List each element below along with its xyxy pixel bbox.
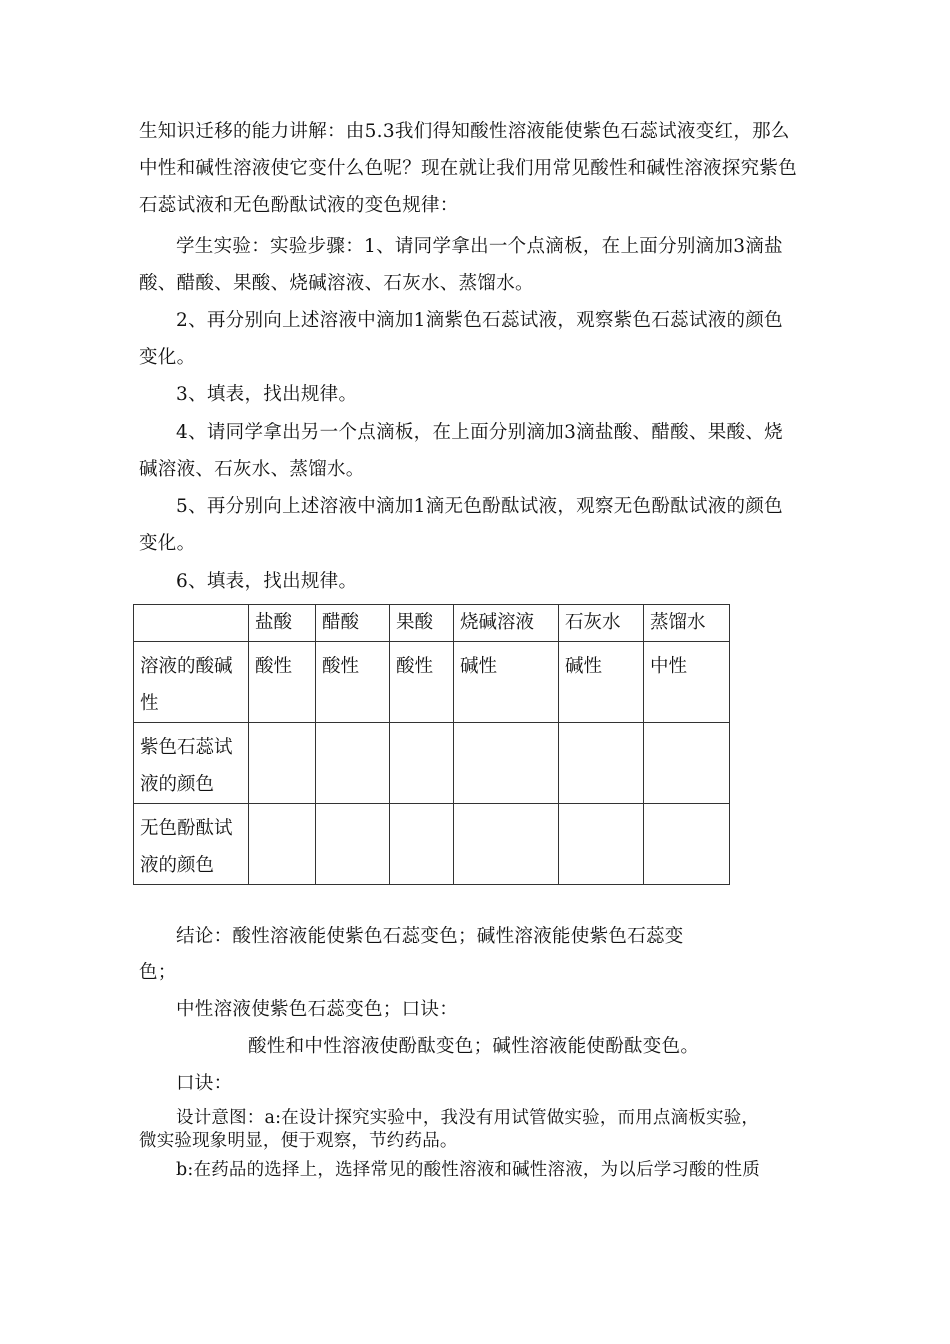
paragraph-line: 结论：酸性溶液能使紫色石蕊变色；碱性溶液能使紫色石蕊变: [176, 926, 684, 947]
table-cell: [454, 804, 559, 885]
indicator-table: [133, 604, 730, 885]
table-cell: [134, 605, 249, 642]
table-row: [134, 723, 730, 804]
paragraph-line: 酸性和中性溶液使酚酞变色；碱性溶液能使酚酞变色。: [248, 1036, 700, 1057]
table-cell: 蒸馏水: [644, 605, 730, 642]
paragraph-line: 色；: [139, 962, 177, 983]
paragraph-line: 6、填表，找出规律。: [176, 571, 358, 592]
table-cell: 中性: [644, 642, 730, 723]
table-cell: 酸性: [390, 642, 454, 723]
table-cell: [644, 723, 730, 804]
table-row-label: 溶液的酸碱 性: [134, 642, 249, 723]
table-cell: 烧碱溶液: [454, 605, 559, 642]
table-cell: 果酸: [390, 605, 454, 642]
paragraph-line: 酸、醋酸、果酸、烧碱溶液、石灰水、蒸馏水。: [139, 273, 534, 294]
table-cell: [390, 804, 454, 885]
paragraph-line: 碱溶液、石灰水、蒸馏水。: [139, 459, 365, 480]
table-row: [134, 804, 730, 885]
table-cell: 酸性: [316, 642, 390, 723]
table-cell: 醋酸: [316, 605, 390, 642]
table-cell: [559, 804, 644, 885]
table-cell: [390, 723, 454, 804]
table-cell: [316, 723, 390, 804]
table-cell: [454, 723, 559, 804]
paragraph-line: 变化。: [139, 347, 196, 368]
paragraph-line: 学生实验：实验步骤：1、请同学拿出一个点滴板，在上面分别滴加3滴盐: [176, 236, 783, 257]
table-cell: [316, 804, 390, 885]
paragraph-line: 口诀：: [176, 1073, 233, 1094]
table-row-label: 紫色石蕊试 液的颜色: [134, 723, 249, 804]
table-cell: 酸性: [249, 642, 316, 723]
paragraph-line: 中性和碱性溶液使它变什么色呢？现在就让我们用常见酸性和碱性溶液探究紫色: [139, 158, 798, 179]
paragraph-line: 中性溶液使紫色石蕊变色；口诀：: [176, 999, 459, 1020]
table-cell: [249, 723, 316, 804]
paragraph-line: 2、再分别向上述溶液中滴加1滴紫色石蕊试液，观察紫色石蕊试液的颜色: [176, 310, 783, 331]
table-cell: 盐酸: [249, 605, 316, 642]
paragraph-line: 3、填表，找出规律。: [176, 384, 358, 405]
table-cell: [559, 723, 644, 804]
paragraph-line: 设计意图：a:在设计探究实验中，我没有用试管做实验，而用点滴板实验，: [176, 1108, 760, 1128]
paragraph-line: 4、请同学拿出另一个点滴板，在上面分别滴加3滴盐酸、醋酸、果酸、烧: [176, 422, 783, 443]
paragraph-line: 微实验现象明显，便于观察，节约药品。: [139, 1131, 458, 1151]
paragraph-line: 生知识迁移的能力讲解：由5.3我们得知酸性溶液能使紫色石蕊试液变红，那么: [139, 121, 790, 142]
table-cell: [644, 804, 730, 885]
paragraph-line: 变化。: [139, 533, 196, 554]
table-row: [134, 642, 730, 723]
table-cell: 石灰水: [559, 605, 644, 642]
table-row-label: 无色酚酞试 液的颜色: [134, 804, 249, 885]
paragraph-line: 石蕊试液和无色酚酞试液的变色规律：: [139, 195, 459, 216]
paragraph-line: b:在药品的选择上，选择常见的酸性溶液和碱性溶液，为以后学习酸的性质: [176, 1160, 760, 1180]
table-cell: 碱性: [559, 642, 644, 723]
paragraph-line: 5、再分别向上述溶液中滴加1滴无色酚酞试液，观察无色酚酞试液的颜色: [176, 496, 783, 517]
table-header-row: [134, 605, 730, 642]
table-cell: 碱性: [454, 642, 559, 723]
table-cell: [249, 804, 316, 885]
